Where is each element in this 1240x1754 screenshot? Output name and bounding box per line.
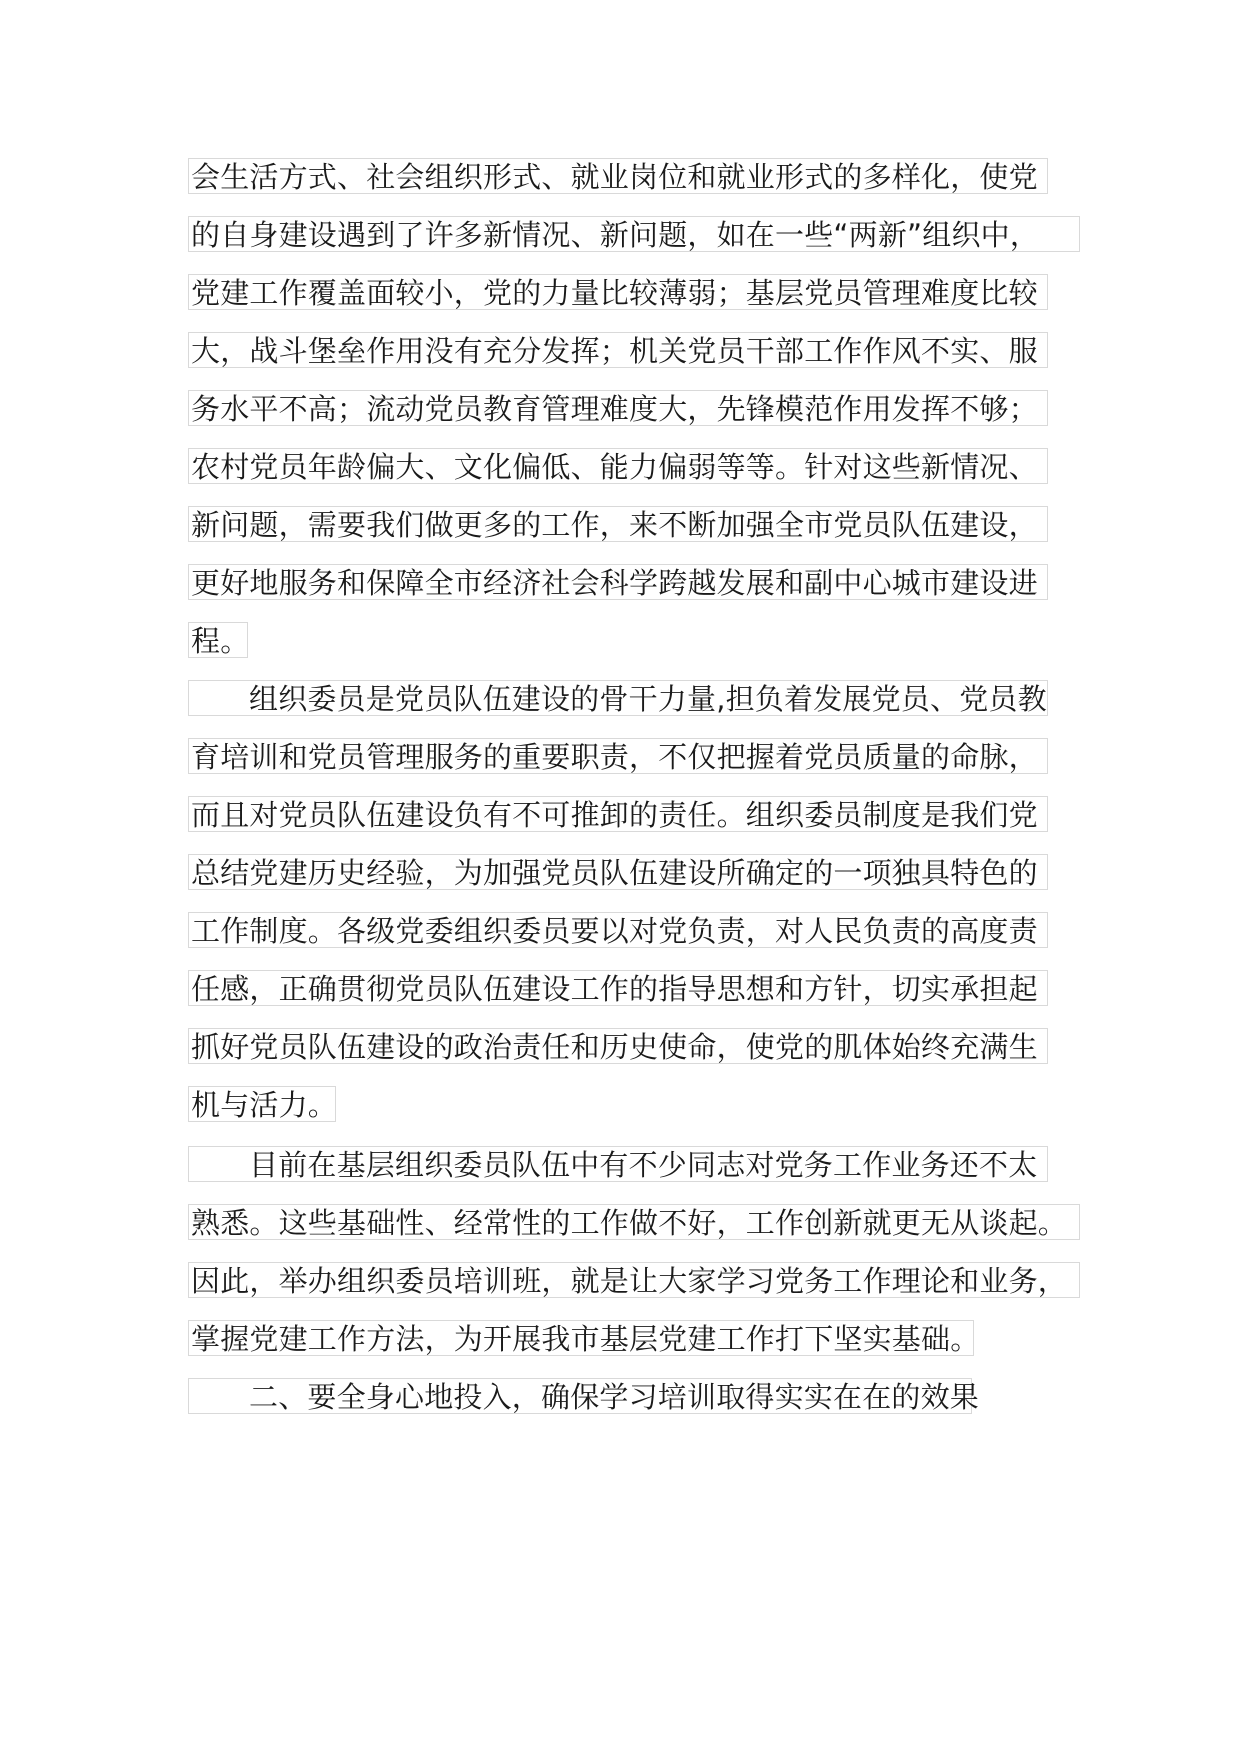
text-line: 熟悉。这些基础性、经常性的工作做不好，工作创新就更无从谈起。 <box>188 1204 1080 1240</box>
text-line: 新问题，需要我们做更多的工作，来不断加强全市党员队伍建设， <box>188 506 1048 542</box>
text-line: 更好地服务和保障全市经济社会科学跨越发展和副中心城市建设进 <box>188 564 1048 600</box>
text-line: 党建工作覆盖面较小，党的力量比较薄弱；基层党员管理难度比较 <box>188 274 1048 310</box>
text-line: 农村党员年龄偏大、文化偏低、能力偏弱等等。针对这些新情况、 <box>188 448 1048 484</box>
text-line: 任感，正确贯彻党员队伍建设工作的指导思想和方针，切实承担起 <box>188 970 1048 1006</box>
text-line: 机与活力。 <box>188 1086 336 1122</box>
text-line: 大，战斗堡垒作用没有充分发挥；机关党员干部工作作风不实、服 <box>188 332 1048 368</box>
text-line: 务水平不高；流动党员教育管理难度大，先锋模范作用发挥不够； <box>188 390 1048 426</box>
text-line: 工作制度。各级党委组织委员要以对党负责，对人民负责的高度责 <box>188 912 1048 948</box>
text-line: 因此，举办组织委员培训班，就是让大家学习党务工作理论和业务， <box>188 1262 1080 1298</box>
text-line: 程。 <box>188 622 248 658</box>
text-line: 而且对党员队伍建设负有不可推卸的责任。组织委员制度是我们党 <box>188 796 1048 832</box>
paragraph-first-line: 目前在基层组织委员队伍中有不少同志对党务工作业务还不太 <box>188 1146 1048 1182</box>
section-heading: 二、要全身心地投入，确保学习培训取得实实在在的效果 <box>188 1378 972 1414</box>
text-line: 的自身建设遇到了许多新情况、新问题，如在一些“两新”组织中， <box>188 216 1080 252</box>
text-line: 会生活方式、社会组织形式、就业岗位和就业形式的多样化，使党 <box>188 158 1048 194</box>
text-line: 抓好党员队伍建设的政治责任和历史使命，使党的肌体始终充满生 <box>188 1028 1048 1064</box>
text-line: 育培训和党员管理服务的重要职责，不仅把握着党员质量的命脉， <box>188 738 1048 774</box>
text-line: 总结党建历史经验，为加强党员队伍建设所确定的一项独具特色的 <box>188 854 1048 890</box>
paragraph-first-line: 组织委员是党员队伍建设的骨干力量,担负着发展党员、党员教 <box>188 680 1048 716</box>
text-line: 掌握党建工作方法，为开展我市基层党建工作打下坚实基础。 <box>188 1320 974 1356</box>
